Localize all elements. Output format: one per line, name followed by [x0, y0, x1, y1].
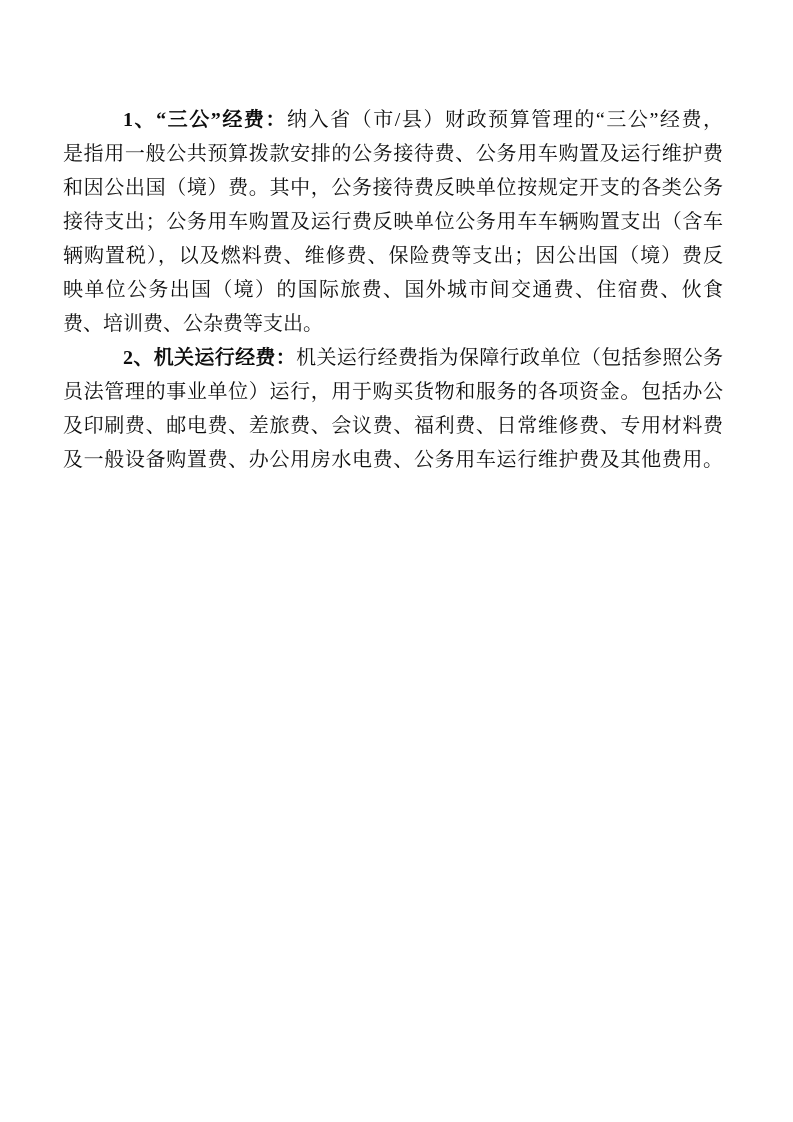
paragraph-1-line-5 [63, 239, 723, 273]
body-text: 及印刷费、邮电费、差旅费、会议费、福利费、日常维修费、专用材料费 [63, 415, 723, 437]
paragraph-1-line-1 [63, 103, 723, 137]
body-text: 纳入省（市/县）财政预算管理的“三公”经费， [287, 109, 723, 131]
body-text: 辆购置税），以及燃料费、维修费、保险费等支出；因公出国（境）费反 [63, 245, 723, 267]
paragraph-1-line-3 [63, 171, 723, 205]
term-sangong-funds: 1、“三公”经费： [123, 109, 288, 131]
paragraph-1-line-6 [63, 273, 723, 307]
body-text: 费、培训费、公杂费等支出。 [63, 313, 323, 335]
body-text: 映单位公务出国（境）的国际旅费、国外城市间交通费、住宿费、伙食 [63, 279, 723, 301]
body-text: 员法管理的事业单位）运行，用于购买货物和服务的各项资金。包括办公 [63, 381, 723, 403]
paragraph-1-line-4 [63, 205, 723, 239]
paragraph-2-line-2 [63, 375, 723, 409]
paragraph-1-line-2 [63, 137, 723, 171]
body-text: 机关运行经费指为保障行政单位（包括参照公务 [296, 347, 723, 369]
body-text: 和因公出国（境）费。其中，公务接待费反映单位按规定开支的各类公务 [63, 177, 723, 199]
body-text: 及一般设备购置费、办公用房水电费、公务用车运行维护费及其他费用。 [63, 449, 723, 471]
body-text: 接待支出；公务用车购置及运行费反映单位公务用车车辆购置支出（含车 [63, 211, 723, 233]
term-agency-operating-funds: 2、机关运行经费： [123, 347, 297, 369]
paragraph-2-line-4 [63, 443, 723, 477]
text-block [63, 103, 723, 477]
paragraph-1-line-7 [63, 307, 723, 341]
paragraph-2-line-3 [63, 409, 723, 443]
paragraph-2-line-1 [63, 341, 723, 375]
body-text: 是指用一般公共预算拨款安排的公务接待费、公务用车购置及运行维护费 [63, 143, 723, 165]
